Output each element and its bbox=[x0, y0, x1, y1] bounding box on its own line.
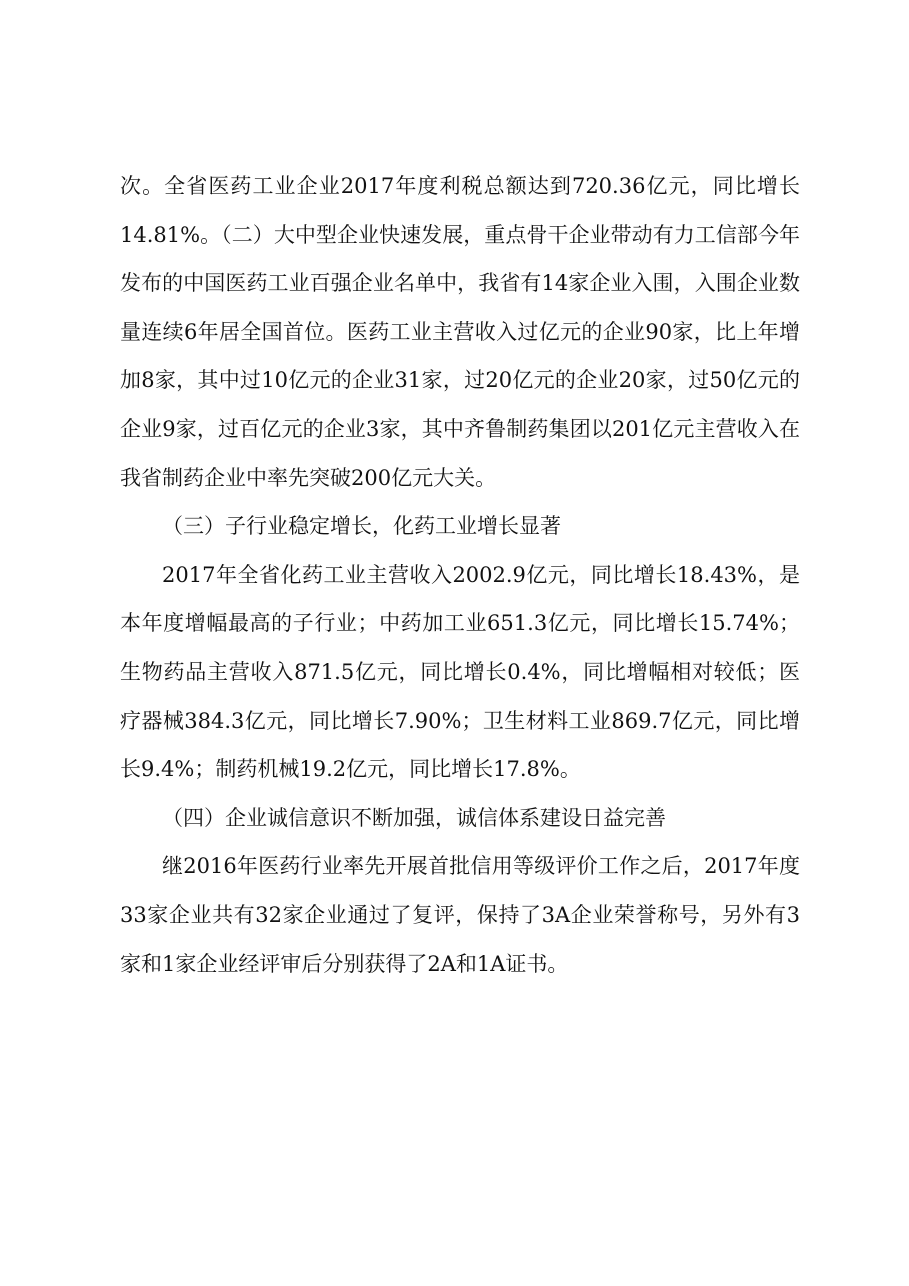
document-body bbox=[120, 162, 800, 988]
paragraph-subindustry-growth: 2017年全省化药工业主营收入2002.9亿元，同比增长18.43%，是本年度增幅最高的子行业；中药加工业651.3亿元，同比增长15.74%；生物药品主营收入871.5亿元，同比增长0.4%，同比增幅相对较低；医疗器械384.3亿元，同比增长7.90%；卫生材料工业869.7亿元，同比增长9.4%；制药机械19.2亿元，同比增长17.8%。 bbox=[120, 562, 800, 782]
paragraph-continuation: 次。全省医药工业企业2017年度利税总额达到720.36亿元，同比增长14.81%。（二）大中型企业快速发展，重点骨干企业带动有力工信部今年发布的中国医药工业百强企业名单中，我省有14家企业入围，入围企业数量连续6年居全国首位。医药工业主营收入过亿元的企业90家，比上年增加8家，其中过10亿元的企业31家，过20亿元的企业20家，过50亿元的企业9家，过百亿元的企业3家，其中齐鲁制药集团以201亿元主营收入在我省制药企业中率先突破200亿元大关。 bbox=[120, 174, 800, 490]
paragraph-credit-system: 继2016年医药行业率先开展首批信用等级评价工作之后，2017年度33家企业共有32家企业通过了复评，保持了3A企业荣誉称号，另外有3家和1家企业经评审后分别获得了2A和1A证书。 bbox=[120, 854, 800, 976]
section-heading-3: （三）子行业稳定增长，化药工业增长显著 bbox=[162, 514, 561, 539]
section-heading-4: （四）企业诚信意识不断加强，诚信体系建设日益完善 bbox=[162, 805, 666, 830]
